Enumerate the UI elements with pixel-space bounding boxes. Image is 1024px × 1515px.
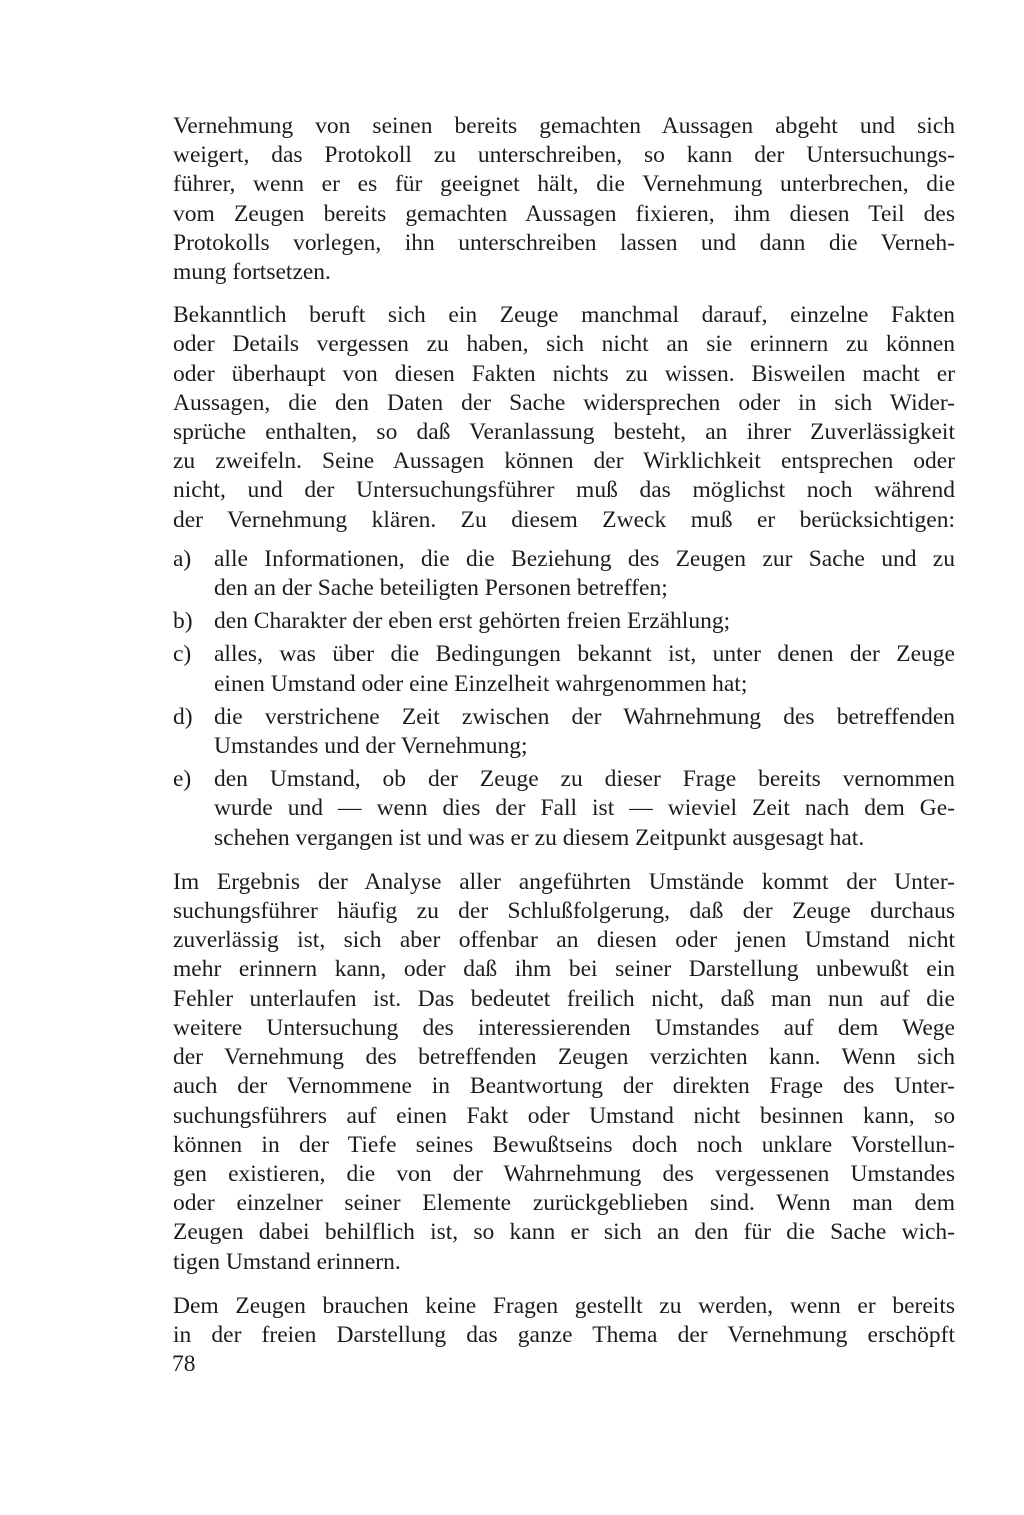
paragraph-3 — [173, 868, 955, 1277]
text-line: tigen Umstand erinnern. — [173, 1248, 401, 1275]
text-line: mung fortsetzen. — [173, 259, 331, 286]
paragraph-gap — [173, 853, 955, 868]
list-item-text — [214, 765, 955, 853]
text-line: alles, was über die Bedingungen bekannt ist, unter denen der Zeuge — [214, 641, 955, 668]
list-label: d) — [173, 703, 193, 730]
enumerated-list — [173, 545, 955, 853]
text-line: einen Umstand oder eine Einzelheit wahrgenommen hat; — [214, 670, 748, 697]
text-line: den Charakter der eben erst gehörten freien Erzählung; — [214, 608, 731, 635]
paragraph-gap — [173, 1277, 955, 1292]
text-line: Aussagen, die den Daten der Sache widersprechen oder in sich Wider- — [173, 389, 955, 416]
text-line: können in der Tiefe seines Bewußtseins doch noch unklare Vorstellun- — [173, 1131, 955, 1158]
list-item-d — [173, 703, 955, 761]
text-line: vom Zeugen bereits gemachten Aussagen fixieren, ihm diesen Teil des — [173, 200, 955, 227]
text-line: führer, wenn er es für geeignet hält, die Vernehmung unterbrechen, die — [173, 171, 955, 198]
text-line: nicht, und der Untersuchungsführer muß das möglichst noch während — [173, 477, 955, 504]
text-line: weigert, das Protokoll zu unterschreiben, so kann der Untersuchungs- — [173, 142, 955, 169]
list-item-a — [173, 545, 955, 603]
text-line: Dem Zeugen brauchen keine Fragen gestellt zu werden, wenn er bereits — [173, 1292, 955, 1319]
text-line: alle Informationen, die die Beziehung des Zeugen zur Sache und zu — [214, 545, 955, 572]
text-line: Zeugen dabei behilflich ist, so kann er sich an den für die Sache wich- — [173, 1219, 955, 1246]
text-line: oder einzelner seiner Elemente zurückgeblieben sind. Wenn man dem — [173, 1190, 955, 1217]
list-item-text — [214, 607, 955, 636]
paragraph-gap — [173, 535, 955, 545]
list-label: b) — [173, 608, 193, 635]
page-body — [173, 112, 955, 1350]
list-label: e) — [173, 766, 192, 793]
text-line: zu zweifeln. Seine Aussagen können der Wirklichkeit entsprechen oder — [173, 448, 955, 475]
text-line: wurde und — wenn dies der Fall ist — wieviel Zeit nach dem Ge- — [214, 795, 955, 822]
text-line: oder Details vergessen zu haben, sich nicht an sie erinnern zu können — [173, 331, 955, 358]
text-line: Umstandes und der Vernehmung; — [214, 733, 528, 760]
text-line: oder überhaupt von diesen Fakten nichts zu wissen. Bisweilen macht er — [173, 360, 955, 387]
list-label: c) — [173, 641, 192, 668]
paragraph-gap — [173, 287, 955, 301]
text-line: Fehler unterlaufen ist. Das bedeutet freilich nicht, daß man nun auf die — [173, 985, 955, 1012]
text-line: zuverlässig ist, sich aber offenbar an diesen oder jenen Umstand nicht — [173, 927, 955, 954]
text-line: suchungsführer häufig zu der Schlußfolgerung, daß der Zeuge durchaus — [173, 898, 955, 925]
text-line: gen existieren, die von der Wahrnehmung des vergessenen Umstandes — [173, 1160, 955, 1187]
text-line: weitere Untersuchung des interessierenden Umstandes auf dem Wege — [173, 1014, 955, 1041]
text-line: die verstrichene Zeit zwischen der Wahrnehmung des betreffenden — [214, 703, 955, 730]
text-line: den an der Sache beteiligten Personen betreffen; — [214, 575, 668, 602]
list-item-b — [173, 607, 955, 636]
text-line: sprüche enthalten, so daß Veranlassung besteht, an ihrer Zuverlässigkeit — [173, 419, 955, 446]
list-label: a) — [173, 545, 192, 572]
text-line: auch der Vernommene in Beantwortung der direkten Frage des Unter- — [173, 1073, 955, 1100]
list-item-e — [173, 765, 955, 853]
paragraph-1 — [173, 112, 955, 287]
text-line: in der freien Darstellung das ganze Thema der Vernehmung erschöpft — [173, 1321, 955, 1348]
paragraph-4 — [173, 1292, 955, 1350]
text-line: der Vernehmung klären. Zu diesem Zweck muß er berücksichtigen: — [173, 506, 955, 533]
text-line: den Umstand, ob der Zeuge zu dieser Frage bereits vernommen — [214, 766, 955, 793]
page-number: 78 — [172, 1351, 196, 1377]
text-line: Im Ergebnis der Analyse aller angeführten Umstände kommt der Unter- — [173, 868, 955, 895]
list-item-text — [214, 545, 955, 603]
paragraph-2 — [173, 301, 955, 535]
text-line: Bekanntlich beruft sich ein Zeuge manchmal darauf, einzelne Fakten — [173, 302, 955, 329]
list-item-text — [214, 640, 955, 698]
text-line: Vernehmung von seinen bereits gemachten Aussagen abgeht und sich — [173, 113, 955, 139]
text-line: mehr erinnern kann, oder daß ihm bei seiner Darstellung unbewußt ein — [173, 956, 955, 983]
text-line: der Vernehmung des betreffenden Zeugen verzichten kann. Wenn sich — [173, 1044, 955, 1071]
text-line: schehen vergangen ist und was er zu diesem Zeitpunkt ausgesagt hat. — [214, 824, 865, 851]
list-item-text — [214, 703, 955, 761]
text-line: Protokolls vorlegen, ihn unterschreiben lassen und dann die Verneh- — [173, 229, 955, 256]
text-line: suchungsführers auf einen Fakt oder Umstand nicht besinnen kann, so — [173, 1102, 955, 1129]
list-item-c — [173, 640, 955, 698]
